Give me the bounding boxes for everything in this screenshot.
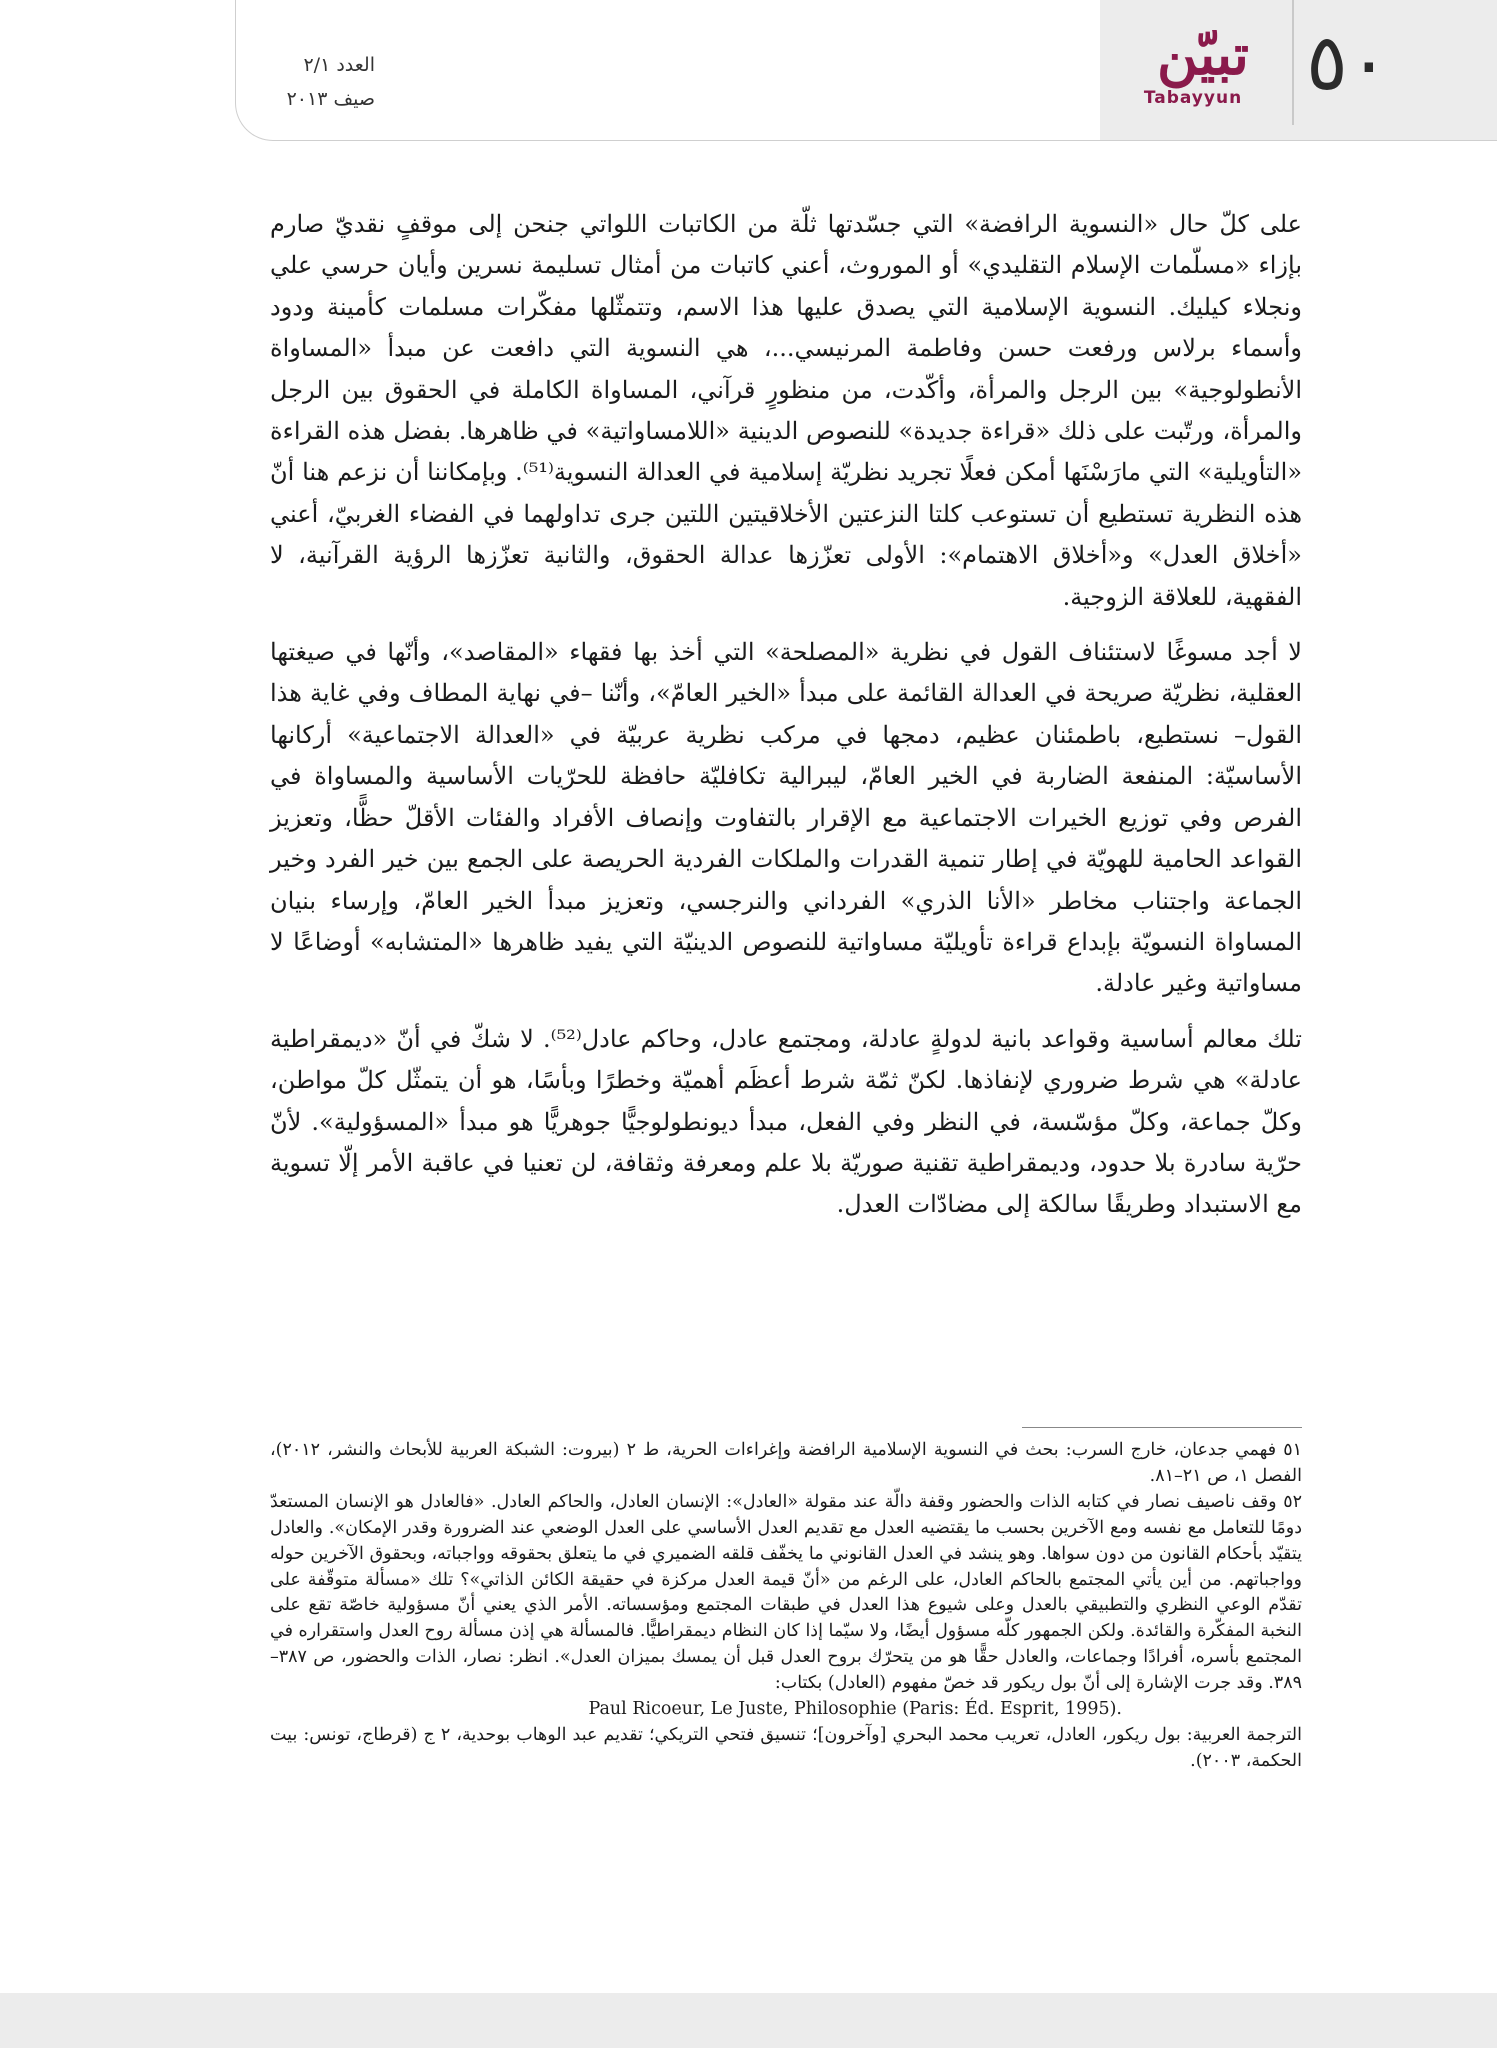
logo-arabic-text: تبيّن xyxy=(1156,22,1249,88)
issue-info xyxy=(235,48,375,116)
footnote-separator xyxy=(1022,1427,1302,1428)
body-paragraph: تلك معالم أساسية وقواعد بانية لدولةٍ عادلة، ومجتمع عادل، وحاكم عادل⁽⁵²⁾. لا شكّ في أنّ «ديمقراطية عادلة» هي شرط ضروري لإنفاذها. لكنّ ثمّة شرط أعظَم أهميّة وخطرًا وبأسًا، هو أن يتمثّل كلّ مواطن، وكلّ جماعة، وكلّ مؤسّسة، في النظر وفي الفعل، مبدأ ديونطولوجيًّا جوهريًّا هو مبدأ «المسؤولية». لأنّ حرّية سادرة بلا حدود، وديمقراطية تقنية صوريّة بلا علم ومعرفة وثقافة، لن تعنيا في عاقبة الأمر إلّا تسوية مع الاستبداد وطريقًا سالكة إلى مضادّات العدل. xyxy=(270,1024,1302,1219)
page-footer-band xyxy=(0,1993,1497,2048)
logo-latin-text: Tabayyun xyxy=(1143,88,1243,108)
issue-season: صيف ٢٠١٣ xyxy=(286,88,375,110)
footnote-52-reference: Paul Ricoeur, Le Juste, Philosophie (Paris: Éd. Esprit, 1995). xyxy=(588,1699,1122,1720)
footnote-52: ٥٢ وقف ناصيف نصار في كتابه الذات والحضور وقفة دالّة عند مقولة «العادل»: الإنسان العادل، والحاكم العادل. «فالعادل هو الإنسان المستعدّ دومًا للتعامل مع نفسه ومع الآخرين بحسب ما يقتضيه العدل مع تقديم العدل الأساسي على العدل الوضعي عند الضرورة وقدر الإمكان». والعادل يتقيّد بأحكام القانون من دون سواها. وهو ينشد في العدل القانوني ما يخفّف قلقه الضميري في ما يتعلق بحقوقه وواجباته، وبحقوق الآخرين حوله وواجباتهم. من أين يأتي المجتمع بالحاكم العادل، على الرغم من «أنّ قيمة العدل مركزة في حقيقة الكائن الذاتي»؟ تلك «مسألة متوقّفة على تقدّم الوعي النظري والتطبيقي بالعدل وعلى شيوع هذا العدل في طبقات المجتمع ومؤسساته. الأمر الذي يعني أنّ مسؤولية خاصّة تقع على النخبة المفكّرة والقائدة. ولكن الجمهور كلّه مسؤول أيضًا، ولا سيّما إذا كان النظام ديمقراطيًّا. فالمسألة هي إذن مسألة روح العدل واستقراره في المجتمع بأسره، أفرادًا وجماعات، والعادل حقًّا هو من يتحرّك بروح العدل قبل أن يمسك بميزان العدل». انظر: نصار، الذات والحضور، ص ٣٨٧–٣٨٩. وقد جرت الإشارة إلى أنّ بول ريكور قد خصّ مفهوم (العادل) بكتاب: xyxy=(270,1491,1302,1694)
footnotes xyxy=(270,1438,1302,1775)
body-paragraph: على كلّ حال «النسوية الرافضة» التي جسّدتها ثلّة من الكاتبات اللواتي جنحن إلى موقفٍ نقديّ صارم بإزاء «مسلّمات الإسلام التقليدي» أو الموروث، أعني كاتبات من أمثال تسليمة نسرين وأيان حرسي علي ونجلاء كيليك. النسوية الإسلامية التي يصدق عليها هذا الاسم، وتتمثّلها مفكّرات مسلمات كأمينة ودود وأسماء برلاس ورفعت حسن وفاطمة المرنيسي...، هي النسوية التي دافعت عن مبدأ «المساواة الأنطولوجية» بين الرجل والمرأة، وأكّدت، من منظورٍ قرآني، المساواة الكاملة في الحقوق بين الرجل والمرأة، ورتّبت على ذلك «قراءة جديدة» للنصوص الدينية «اللامساواتية» في ظاهرها. بفضل هذه القراءة «التأويلية» التي مارَسْنَها أمكن فعلًا تجريد نظريّة إسلامية في العدالة النسوية⁽⁵¹⁾. وبإمكاننا أن نزعم هنا أنّ هذه النظرية تستطيع أن تستوعب كلتا النزعتين الأخلاقيتين اللتين جرى تداولهما في الفضاء الغربيّ، أعني «أخلاق العدل» و«أخلاق الاهتمام»: الأولى تعزّزها عدالة الحقوق، والثانية تعزّزها الرؤية القرآنية، لا الفقهية، للعلاقة الزوجية. xyxy=(270,210,1303,611)
journal-logo xyxy=(1118,20,1288,130)
article-body xyxy=(270,204,1302,1240)
header-divider xyxy=(1292,0,1294,125)
page-number: ٥٠ xyxy=(1306,18,1390,108)
footnote-51: ٥١ فهمي جدعان، خارج السرب: بحث في النسوية الإسلامية الرافضة وإغراءات الحرية، ط ٢ (بيروت: الشبكة العربية للأبحاث والنشر، ٢٠١٢)، الفصل ١، ص ٢١–٨١. xyxy=(270,1440,1302,1486)
footnote-52-translation: الترجمة العربية: بول ريكور، العادل، تعريب محمد البحري [وآخرون]؛ تنسيق فتحي التريكي؛ تقديم عبد الوهاب بوحدية، ٢ ج (قرطاج، تونس: بيت الحكمة، ٢٠٠٣). xyxy=(270,1724,1302,1771)
issue-number: العدد ٢/١ xyxy=(303,54,375,76)
body-paragraph: لا أجد مسوغًا لاستئناف القول في نظرية «المصلحة» التي أخذ بها فقهاء «المقاصد»، وأنّها في صيغتها العقلية، نظريّة صريحة في العدالة القائمة على مبدأ «الخير العامّ»، وأنّنا –في نهاية المطاف وفي غاية هذا القول– نستطيع، باطمئنان عظيم، دمجها في مركب نظرية عربيّة في «العدالة الاجتماعية» أركانها الأساسيّة: المنفعة الضاربة في الخير العامّ، ليبرالية تكافليّة حافظة للحرّيات الأساسية والمساواة في الفرص وفي توزيع الخيرات الاجتماعية مع الإقرار بالتفاوت وإنصاف الأفراد والفئات الأقلّ حظًّا، وتعزيز القواعد الحامية للهويّة في إطار تنمية القدرات والملكات الفردية الحريصة على الجمع بين خير الفرد وخير الجماعة واجتناب مخاطر «الأنا الذري» الفرداني والنرجسي، وتعزيز مبدأ الخير العامّ، وإرساء بنيان المساواة النسويّة بإبداع قراءة تأويليّة مساواتية للنصوص الدينيّة التي يفيد ظاهرها «المتشابه» أوضاعًا لا مساواتية وغير عادلة. xyxy=(270,638,1302,998)
